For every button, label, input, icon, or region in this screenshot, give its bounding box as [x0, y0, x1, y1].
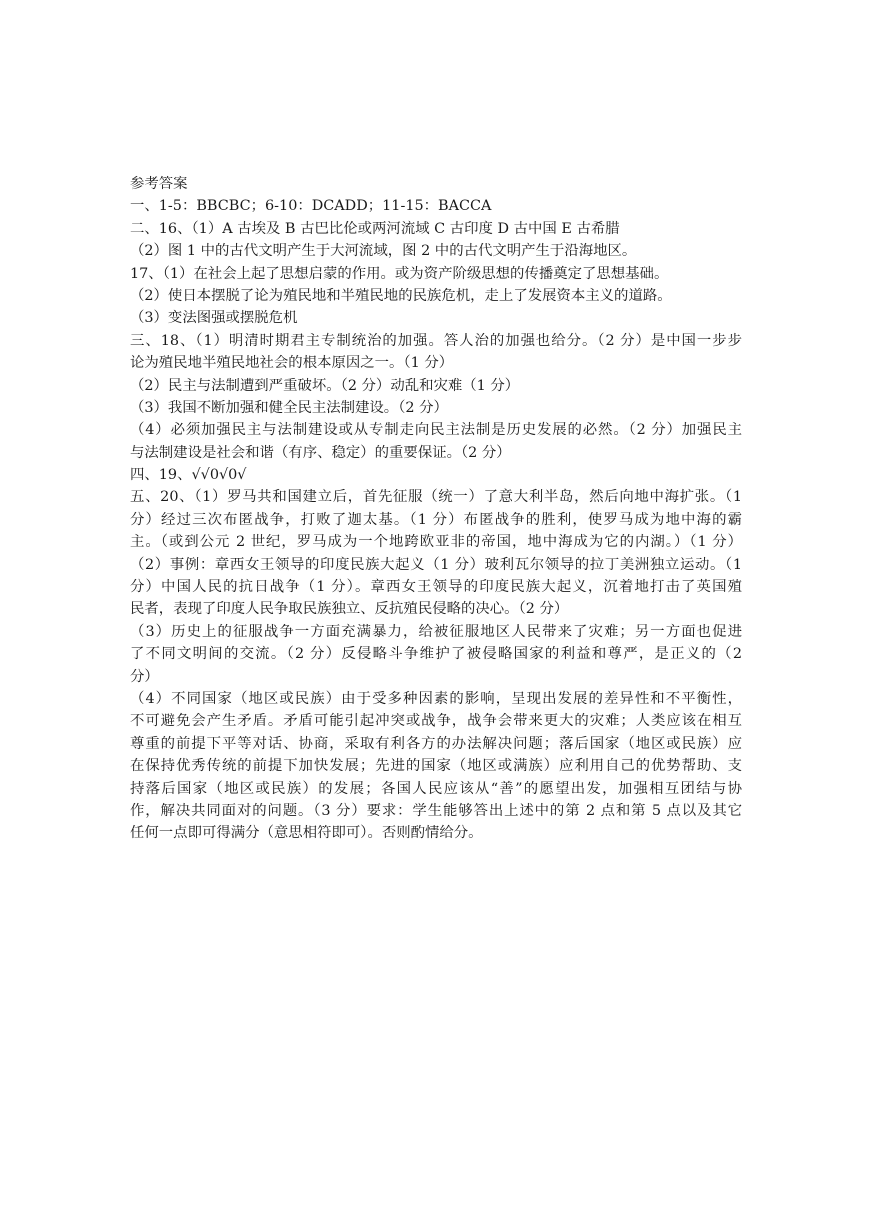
answer-line-16: 主。（或到公元 2 世纪，罗马成为一个地跨欧亚非的帝国，地中海成为它的内湖。）（1 分） — [130, 534, 742, 551]
answer-line-13: 四、19、√√0√0√ — [130, 467, 247, 484]
answer-line-17: （2）事例：章西女王领导的印度民族大起义（1 分）玻利瓦尔领导的拉丁美洲独立运动。（1 — [130, 556, 742, 573]
answer-line-02: 二、16、（1）A 古埃及 B 古巴比伦或两河流域 C 古印度 D 古中国 E 古希腊 — [130, 220, 620, 237]
answer-line-28: 作，解决共同面对的问题。（3 分）要求：学生能够答出上述中的第 2 点和第 5 点以及其它 — [130, 802, 742, 819]
answer-line-07: 三、18、（1）明清时期君主专制统治的加强。答人治的加强也给分。（2 分）是中国一步步 — [130, 332, 742, 349]
answer-line-11: （4）必须加强民主与法制建设或从专制走向民主法制是历史发展的必然。（2 分）加强民主 — [130, 422, 742, 439]
answer-line-29: 任何一点即可得满分（意思相符即可）。否则酌情给分。 — [130, 825, 483, 842]
answer-line-08: 论为殖民地半殖民地社会的根本原因之一。（1 分） — [130, 355, 454, 372]
answer-line-22: 分） — [130, 668, 159, 685]
answer-line-21: 了不同文明间的交流。（2 分）反侵略斗争维护了被侵略国家的利益和尊严，是正义的（2 — [130, 646, 742, 663]
answer-line-23: （4）不同国家（地区或民族）由于受多种因素的影响，呈现出发展的差异性和不平衡性， — [130, 690, 742, 707]
answer-line-03: （2）图 1 中的古代文明产生于大河流域，图 2 中的古代文明产生于沿海地区。 — [130, 243, 637, 260]
answer-line-10: （3）我国不断加强和健全民主法制建设。（2 分） — [130, 399, 448, 416]
answer-line-09: （2）民主与法制遭到严重破坏。（2 分）动乱和灾难（1 分） — [130, 377, 520, 394]
answer-line-19: 民者，表现了印度人民争取民族独立、反抗殖民侵略的决心。（2 分） — [130, 601, 569, 618]
answer-line-12: 与法制建设是社会和谐（有序、稳定）的重要保证。（2 分） — [130, 444, 511, 461]
answer-key-title: 参考答案 — [130, 176, 188, 192]
answer-key-page — [130, 173, 742, 845]
answer-line-20: （3）历史上的征服战争一方面充满暴力，给被征服地区人民带来了灾难；另一方面也促进 — [130, 623, 742, 640]
answer-line-27: 持落后国家（地区或民族）的发展；各国人民应该从“善”的愿望出发，加强相互团结与协 — [130, 780, 742, 797]
answer-line-06: （3）变法图强或摆脱危机 — [130, 310, 298, 327]
answer-line-26: 在保持优秀传统的前提下加快发展；先进的国家（地区或满族）应利用自己的优势帮助、支 — [130, 758, 742, 775]
answer-line-15: 分）经过三次布匿战争，打败了迦太基。（1 分）布匿战争的胜利，使罗马成为地中海的霸 — [130, 511, 742, 528]
answer-line-04: 17、（1）在社会上起了思想启蒙的作用。或为资产阶级思想的传播奠定了思想基础。 — [130, 265, 669, 282]
answer-line-05: （2）使日本摆脱了论为殖民地和半殖民地的民族危机，走上了发展资本主义的道路。 — [130, 287, 672, 304]
answer-line-25: 尊重的前提下平等对话、协商，采取有利各方的办法解决问题；落后国家（地区或民族）应 — [130, 735, 742, 752]
answer-line-01: 一、1-5：BBCBC；6-10：DCADD；11-15：BACCA — [130, 198, 492, 215]
answer-line-24: 不可避免会产生矛盾。矛盾可能引起冲突或战争，战争会带来更大的灾难；人类应该在相互 — [130, 713, 742, 730]
answer-line-14: 五、20、（1）罗马共和国建立后，首先征服（统一）了意大利半岛，然后向地中海扩张。（1 — [130, 489, 742, 506]
answer-line-18: 分）中国人民的抗日战争（1 分）。章西女王领导的印度民族大起义，沉着地打击了英国殖 — [130, 579, 742, 596]
